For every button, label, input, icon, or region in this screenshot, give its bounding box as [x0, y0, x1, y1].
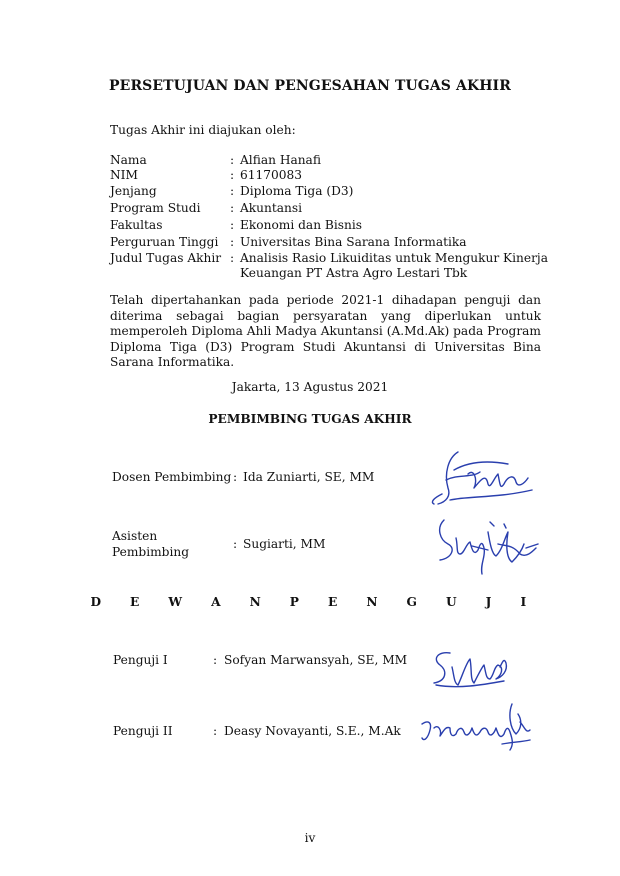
colon: :: [230, 168, 235, 182]
pembimbing-role-2-line1: Asisten: [112, 529, 158, 543]
colon: :: [230, 184, 235, 198]
field-value-jenjang: Diploma Tiga (D3): [240, 184, 354, 198]
field-value-perguruan-tinggi: Universitas Bina Sarana Informatika: [240, 235, 467, 249]
intro-text: Tugas Akhir ini diajukan oleh:: [110, 123, 296, 137]
colon: :: [230, 153, 235, 167]
pembimbing-name-2: Sugiarti, MM: [243, 537, 326, 551]
penguji-role-2: Penguji II: [113, 724, 173, 738]
field-value-fakultas: Ekonomi dan Bisnis: [240, 218, 363, 232]
document-title: PERSETUJUAN DAN PENGESAHAN TUGAS AKHIR: [109, 78, 511, 94]
page-number: iv: [304, 831, 316, 845]
penguji-heading: D E W A N P E N G U J I: [90, 595, 530, 609]
approval-paragraph: Telah dipertahankan pada periode 2021-1 dihadapan penguji dan diterima sebagai bagian persyaratan yang diperlukan untuk memperoleh Diploma Ahli Madya Akuntansi (A.Md.Ak) pada Program Diploma Tiga (D3) Program Studi Akuntansi di Universitas Bina Sarana Informatika.: [110, 293, 541, 369]
colon: :: [230, 251, 235, 265]
signature-penguji-1: [428, 645, 512, 693]
pembimbing-heading: PEMBIMBING TUGAS AKHIR: [208, 412, 412, 426]
field-value-program-studi: Akuntansi: [240, 201, 303, 215]
colon: :: [230, 235, 235, 249]
field-label-nama: Nama: [110, 153, 147, 167]
colon: :: [233, 537, 238, 551]
colon: :: [233, 470, 238, 484]
field-label-nim: NIM: [110, 168, 138, 182]
field-label-jenjang: Jenjang: [110, 184, 157, 198]
field-label-perguruan-tinggi: Perguruan Tinggi: [110, 235, 219, 249]
field-value-judul-line1: Analisis Rasio Likuiditas untuk Mengukur Kinerja: [240, 251, 548, 265]
pembimbing-role-2-line2: Pembimbing: [112, 545, 190, 559]
penguji-name-1: Sofyan Marwansyah, SE, MM: [224, 653, 408, 667]
penguji-role-1: Penguji I: [113, 653, 168, 667]
signature-pembimbing-1: [428, 444, 536, 508]
field-label-program-studi: Program Studi: [110, 201, 201, 215]
field-label-fakultas: Fakultas: [110, 218, 163, 232]
field-label-judul: Judul Tugas Akhir: [110, 251, 222, 265]
pembimbing-name-1: Ida Zuniarti, SE, MM: [243, 470, 375, 484]
signature-penguji-2: [418, 700, 534, 756]
field-value-judul-line2: Keuangan PT Astra Agro Lestari Tbk: [240, 266, 468, 280]
field-value-nama: Alfian Hanafi: [240, 153, 321, 167]
colon: :: [230, 201, 235, 215]
field-value-nim: 61170083: [240, 168, 303, 182]
colon: :: [230, 218, 235, 232]
date-place: Jakarta, 13 Agustus 2021: [231, 380, 389, 394]
colon: :: [213, 724, 218, 738]
signature-pembimbing-2: [432, 514, 540, 578]
pembimbing-role-1: Dosen Pembimbing: [112, 470, 232, 484]
colon: :: [213, 653, 218, 667]
penguji-name-2: Deasy Novayanti, S.E., M.Ak: [224, 724, 401, 738]
